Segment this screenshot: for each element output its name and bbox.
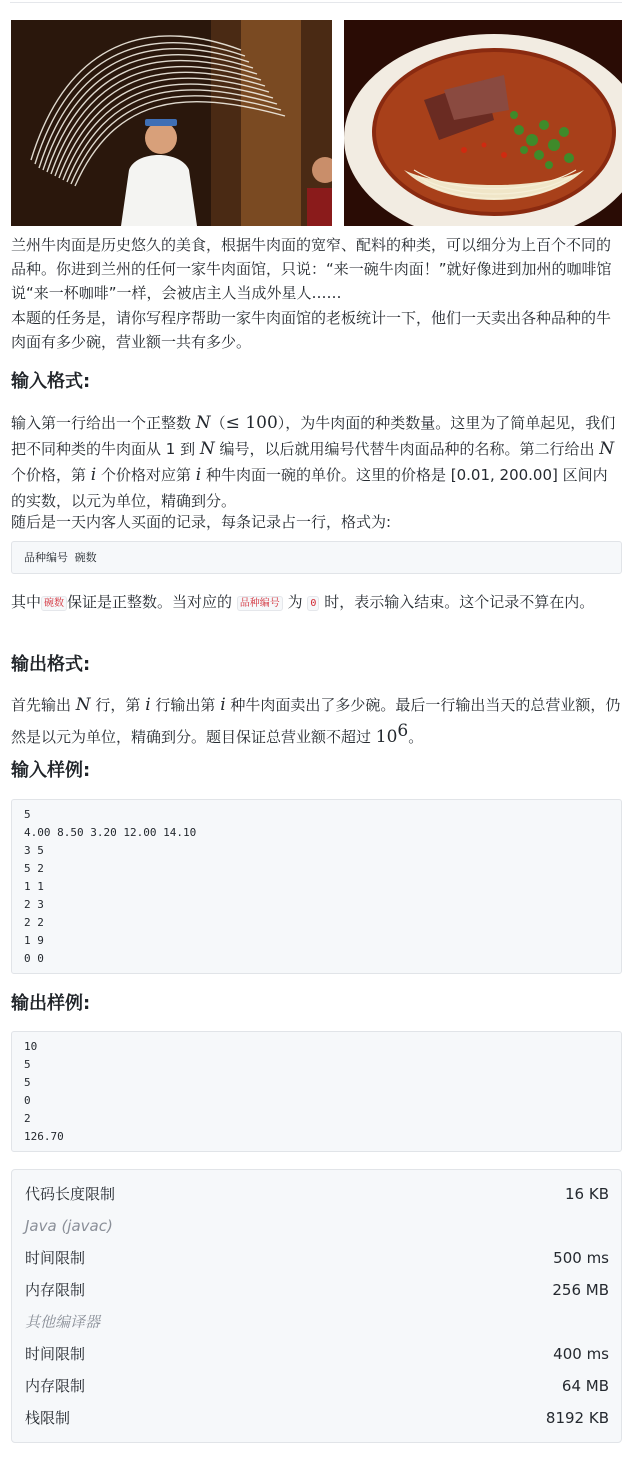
top-divider (10, 2, 622, 3)
sample-input-code: 5 4.00 8.50 3.20 12.00 14.10 3 5 5 2 1 1 2 3 2 2 1 9 0 0 (11, 799, 622, 974)
other-memory-limit-row: 内存限制 64 MB (25, 1377, 609, 1395)
zero-inline-code: 0 (307, 596, 319, 611)
input-end-note: 其中 碗数 保证是正整数。当对应的 品种编号 为 0 时，表示输入结束。这个记录不算在内。 (11, 593, 595, 611)
limits-panel (11, 1169, 622, 1443)
sample-output-code: 10 5 5 0 2 126.70 (11, 1031, 622, 1152)
beef-noodle-bowl-image (344, 20, 622, 226)
problem-description: 兰州牛肉面是历史悠久的美食，根据牛肉面的宽窄、配料的种类，可以细分为上百个不同的品种。你进到兰州的任何一家牛肉面馆，只说：“来一碗牛肉面！”就好像进到加州的咖啡馆说“来一杯咖啡”一样，会被店主人当成外星人…… (11, 236, 612, 302)
java-memory-limit-row: 内存限制 256 MB (25, 1281, 609, 1299)
java-time-limit-row: 时间限制 500 ms (25, 1249, 609, 1267)
java-compiler-group-label: Java (javac) (25, 1217, 113, 1235)
record-format-description: 随后是一天内客人买面的记录，每条记录占一行，格式为: (11, 513, 392, 531)
sample-input-heading: 输入样例: (11, 760, 91, 781)
input-format-heading: 输入格式: (11, 371, 91, 392)
other-compilers-group-label: 其他编译器 (25, 1313, 101, 1331)
variety-id-inline-code: 品种编号 (237, 596, 283, 611)
problem-task: 本题的任务是，请你写程序帮助一家牛肉面馆的老板统计一下，他们一天卖出各种品种的牛肉面有多少碗，营业额一共有多少。 (11, 309, 612, 351)
sample-output-heading: 输出样例: (11, 993, 91, 1014)
other-time-limit-row: 时间限制 400 ms (25, 1345, 609, 1363)
problem-photos (11, 20, 622, 226)
output-format-description: 首先输出 N 行，第 i 行输出第 i 种牛肉面卖出了多少碗。最后一行输出当天的总营业额，仍然是以元为单位，精确到分。题目保证总营业额不超过 $10^6$。 (11, 695, 621, 747)
stack-limit-row: 栈限制 8192 KB (25, 1409, 609, 1427)
code-length-limit-row: 代码长度限制 16 KB (25, 1185, 609, 1203)
chef-pulling-noodles-image (11, 20, 332, 226)
output-format-heading: 输出格式: (11, 654, 91, 675)
input-format-description: 输入第一行给出一个正整数 N（≤ 100），为牛肉面的种类数量。这里为了简单起见，我们把不同种类的牛肉面从 1 到 N 编号，以后就用编号代替牛肉面品种的名称。第二行给出 N 个价格，第 i 个价格对应第 i 种牛肉面一碗的单价。这里的价格是 [0.01, 200.00] 区间内的实数，以元为单位，精确到分。 (11, 413, 616, 510)
bowls-inline-code: 碗数 (41, 596, 67, 611)
record-format-code: 品种编号 碗数 (11, 541, 622, 574)
